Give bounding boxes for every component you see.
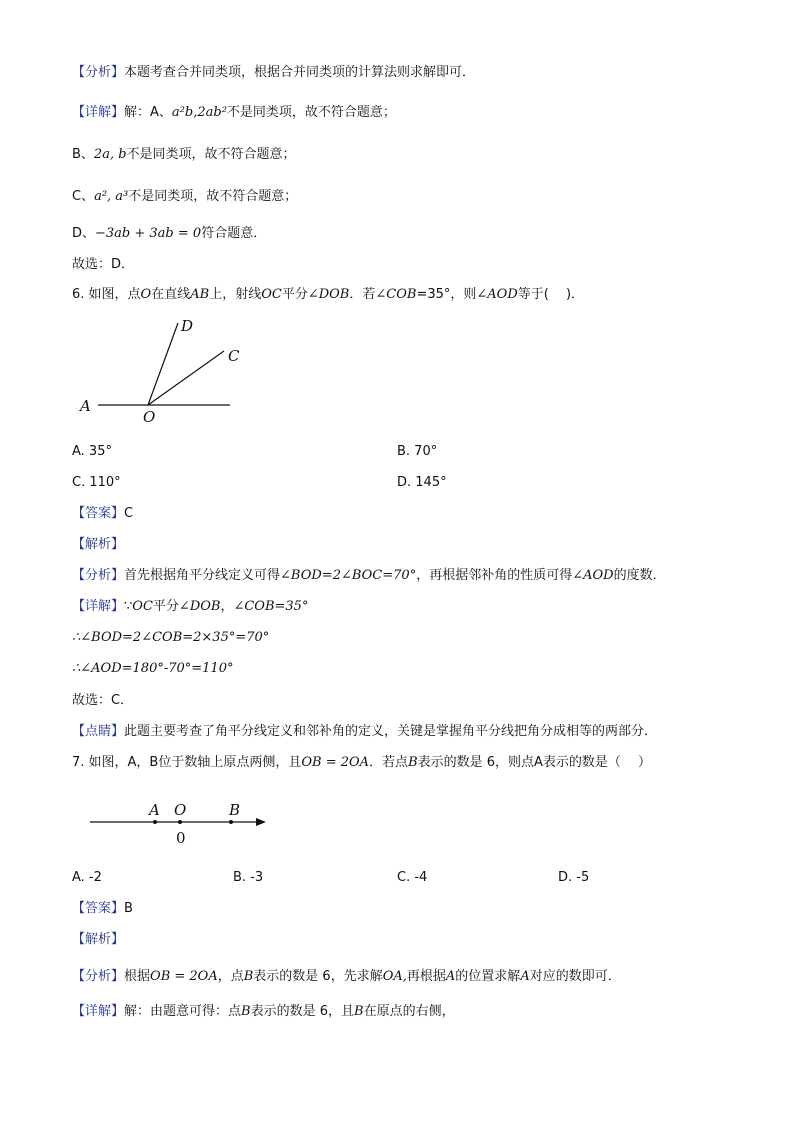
analysis-text: 的度数． [613,568,666,583]
math-symbol: ∠AOD [476,287,518,302]
math-symbol: ∠DOB [178,599,221,614]
math-symbol: B [354,1004,364,1019]
analysis-tag: 【分析】 [72,969,125,984]
q6-option-d: D. 145° [397,475,447,490]
option-b-prefix: B、 [72,147,94,162]
analysis-text: 表示的数是 6，先求解 [253,969,383,984]
stem-text: 平分 [281,287,308,302]
label-o: O [143,408,156,426]
q6-detail-2: ∴∠BOD=2∠COB=2×35°=70° [72,630,270,645]
stem-text: ．若 [349,287,376,302]
q5-detail-d [72,225,266,243]
detail-tag: 【详解】 [72,599,125,614]
analysis-text: 再根据 [406,969,446,984]
analysis-text: 对应的数即可． [529,969,621,984]
point-o [178,820,182,824]
q5-analysis [72,64,475,82]
q6-analysis [72,567,666,585]
math-symbol: B [241,1004,251,1019]
comment-tag: 【点睛】 [72,724,125,739]
analysis-text: ，点 [217,969,244,984]
math-symbol: OC [261,287,282,302]
explain-tag: 【解析】 [72,932,125,947]
answer-value: B [124,901,133,916]
analysis-tag: 【分析】 [72,568,125,583]
math-symbol: AB [190,287,210,302]
q5-detail-a: 【详解】解：A、a²b,2ab²不是同类项，故不符合题意； [72,105,396,120]
answer-tag: 【答案】 [72,901,125,916]
math-term: 2ab² [197,105,227,120]
q7-option-d: D. -5 [558,870,590,885]
label-zero: 0 [176,829,186,847]
analysis-tag: 【分析】 [72,65,125,80]
label-c: C [228,347,240,365]
explain-tag: 【解析】 [72,537,125,552]
stem-text: 在直线 [151,287,191,302]
q7-answer [72,900,133,918]
stem-text: 6. 如图，点 [72,287,141,302]
q6-detail-1 [72,598,308,616]
label-a: A [80,397,91,415]
detail-text: 平分 [152,599,179,614]
label-d: D [181,317,194,335]
option-d-suffix: 符合题意． [201,226,267,241]
stem-text: 等于( )． [517,287,585,302]
q6-comment [72,723,657,741]
answer-tag: 【答案】 [72,506,125,521]
stem-text: 上，射线 [209,287,262,302]
label-a: A [149,801,160,819]
stem-text: 表示的数是 6，则点A表示的数是（ ） [417,755,652,770]
point-a [153,820,157,824]
q5-detail-b [72,146,296,164]
q5-detail-c [72,188,297,206]
option-c-suffix: 不是同类项，故不符合题意； [128,189,298,204]
q7-detail [72,1003,455,1021]
label-b: B [229,801,241,819]
q6-detail-3: ∴∠AOD=180°-70°=110° [72,661,234,676]
stem-text: 7. 如图，A，B位于数轴上原点两侧，且 [72,755,302,770]
stem-text: ．若点 [369,755,409,770]
detail-text: 在原点的右侧， [363,1004,455,1019]
analysis-text: ，再根据邻补角的性质可得 [416,568,573,583]
math-symbol: ∠DOB [307,287,350,302]
analysis-text: 本题考查合并同类项，根据合并同类项的计算法则求解即可． [124,65,476,80]
q6-choose: 故选：C． [72,693,134,708]
stem-text: =35°，则 [416,287,477,302]
answer-value: C [124,506,134,521]
math-expression: ∠COB=35° [233,599,309,614]
q7-explain-tag [72,931,124,949]
detail-text: 解：由题意可得：点 [124,1004,242,1019]
math-symbol: ∠AOD [572,568,614,583]
q7-stem [72,754,651,772]
ray-oc [148,351,224,405]
q7-option-c: C. -4 [397,870,428,885]
math-term: a²b [171,105,194,120]
comment-text: 此题主要考查了角平分线定义和邻补角的定义，关键是掌握角平分线把角分成相等的两部分． [124,724,658,739]
math-expression: ∠BOD=2∠BOC=70° [280,568,417,583]
math-symbol: A [520,969,530,984]
analysis-text: 首先根据角平分线定义可得 [124,568,281,583]
detail-tag: 【详解】 [72,1004,125,1019]
point-b [229,820,233,824]
math-symbol: O [140,287,152,302]
detail-text: 表示的数是 6，且 [250,1004,354,1019]
q6-option-a: A. 35° [72,444,112,459]
option-a-suffix: 不是同类项，故不符合题意； [226,105,396,120]
math-expression: OB = 2OA [301,755,370,770]
detail-text: ， [220,599,234,614]
option-d-prefix: D、 [72,226,96,241]
math-symbol: ∠COB [375,287,417,302]
math-symbol: B [243,969,254,984]
q5-choose: 故选：D． [72,257,135,272]
math-symbol: OC [132,599,153,614]
label-o: O [174,801,187,819]
q7-analysis [72,968,621,986]
math-symbol: A [445,969,456,984]
detail-tag: 【详解】 [72,105,125,120]
math-symbol: B [408,755,418,770]
option-b-suffix: 不是同类项，故不符合题意； [126,147,296,162]
option-c-prefix: C、 [72,189,95,204]
math-expression: OB = 2OA [150,969,218,984]
ray-od [148,323,178,405]
axis-arrow-icon [256,818,266,826]
q6-option-c: C. 110° [72,475,121,490]
q6-option-b: B. 70° [397,444,438,459]
q7-option-b: B. -3 [233,870,264,885]
math-symbol: OA, [382,969,407,984]
q6-stem [72,286,584,304]
math-term: 2a, b [93,147,127,162]
analysis-text: 根据 [124,969,151,984]
because-symbol: ∵ [124,599,133,614]
analysis-text: 的位置求解 [455,969,521,984]
q7-option-a: A. -2 [72,870,102,885]
option-a-prefix: 解：A、 [124,105,172,120]
math-expression: −3ab + 3ab = 0 [95,226,202,241]
q6-answer [72,505,133,523]
q6-explain-tag [72,536,124,554]
math-term: a², a³ [94,189,129,204]
